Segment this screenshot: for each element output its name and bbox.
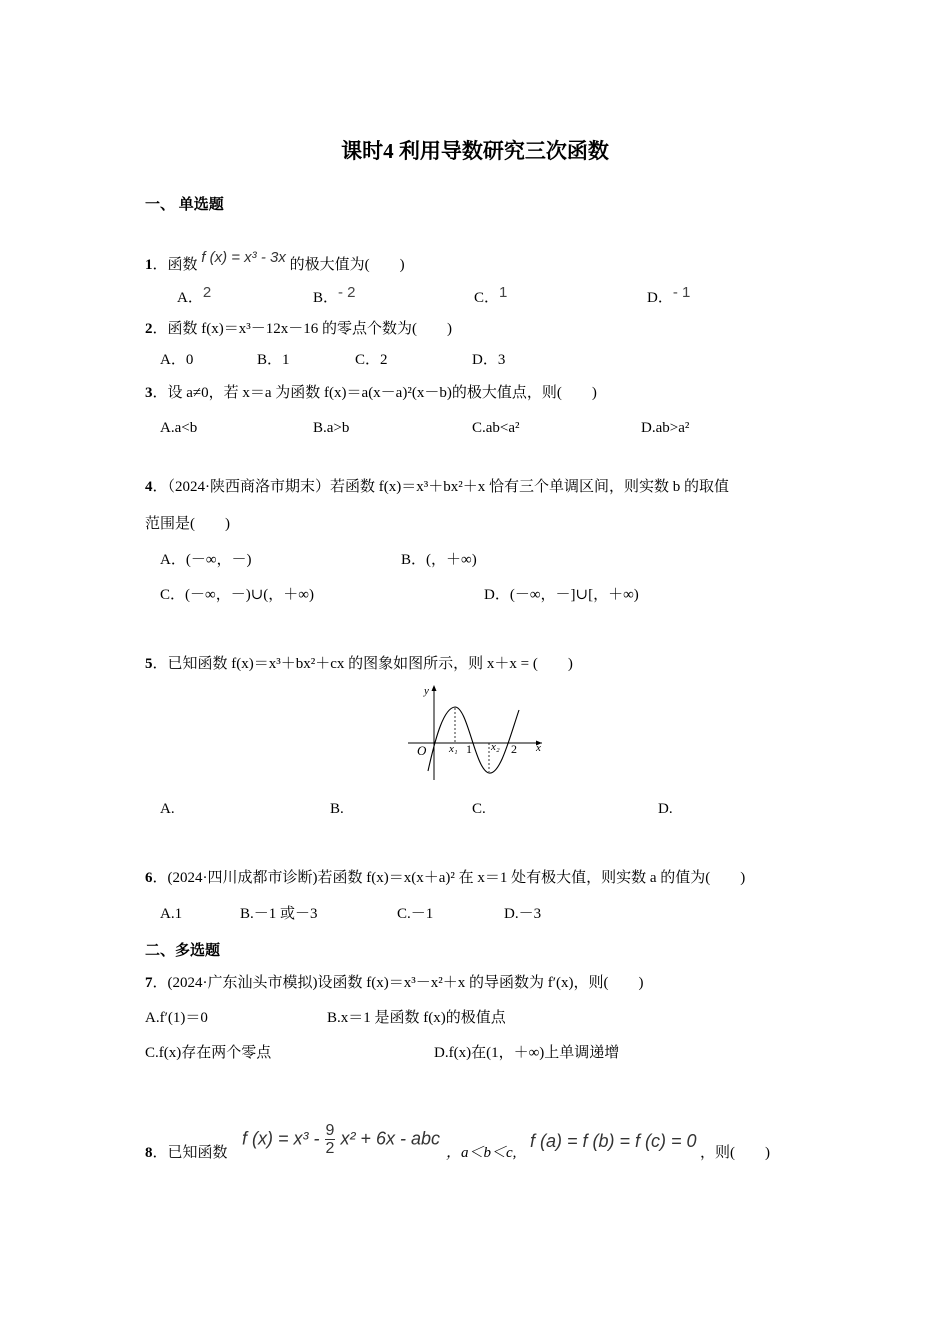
option-d[interactable]: D.－3 bbox=[504, 906, 542, 922]
option-d[interactable]: D．3 bbox=[472, 352, 506, 368]
formula-part: x² + 6x - abc bbox=[340, 1128, 440, 1149]
question-3 bbox=[145, 383, 597, 403]
option-c[interactable]: C. bbox=[472, 801, 486, 817]
question-text: ．函数 bbox=[152, 257, 198, 273]
question-text: ．(2024·四川成都市诊断)若函数 f(x)＝x(x＋a)² 在 x＝1 处有极大值，则实数 a 的值为( ) bbox=[152, 870, 746, 886]
question-6 bbox=[145, 868, 745, 888]
option-d[interactable]: D.f(x)在(1，＋∞)上单调递增 bbox=[434, 1045, 620, 1061]
option-label: D． bbox=[647, 290, 673, 306]
option-b[interactable]: B. bbox=[330, 801, 344, 817]
option-b[interactable]: B.a>b bbox=[313, 420, 350, 436]
question-text: ．已知函数 bbox=[152, 1145, 228, 1161]
option-value: 1 bbox=[499, 284, 508, 301]
question-text: 的极大值为( ) bbox=[289, 257, 405, 273]
option-value: - 2 bbox=[338, 284, 356, 301]
formula-roots: f (a) = f (b) = f (c) = 0 bbox=[530, 1131, 697, 1151]
x2-label: x₂ bbox=[491, 741, 500, 753]
option-a[interactable]: A．0 bbox=[160, 352, 194, 368]
formula-f-x: f (x) = x³ - 3x bbox=[201, 249, 286, 266]
x-axis-label: x bbox=[536, 742, 541, 754]
y-axis-arrow-icon bbox=[432, 685, 437, 691]
option-b[interactable]: B.－1 或－3 bbox=[240, 906, 318, 922]
option-c[interactable]: C.f(x)存在两个零点 bbox=[145, 1045, 272, 1061]
option-d[interactable]: D.ab>a² bbox=[641, 420, 690, 436]
question-number: 4 bbox=[145, 479, 153, 495]
option-c[interactable] bbox=[474, 284, 508, 308]
question-number: 1 bbox=[145, 257, 153, 273]
tick-label-1: 1 bbox=[466, 742, 472, 756]
option-d[interactable] bbox=[647, 284, 691, 308]
question-text: ．函数 f(x)＝x³－12x－16 的零点个数为( ) bbox=[152, 321, 452, 337]
page-title: 课时4 利用导数研究三次函数 bbox=[341, 139, 609, 163]
option-b[interactable]: B．(，＋∞) bbox=[401, 552, 477, 568]
question-5 bbox=[145, 654, 573, 674]
question-number: 6 bbox=[145, 870, 153, 886]
question-number: 5 bbox=[145, 656, 153, 672]
question-8 bbox=[145, 1143, 228, 1163]
question-8-end: ，则( ) bbox=[700, 1145, 770, 1161]
question-text: ．已知函数 f(x)＝x³＋bx²＋cx 的图象如图所示，则 x＋x = ( ) bbox=[152, 656, 573, 672]
question-4 bbox=[145, 477, 729, 497]
option-a[interactable] bbox=[177, 284, 212, 308]
question-number: 7 bbox=[145, 975, 153, 991]
question-number: 2 bbox=[145, 321, 153, 337]
option-b[interactable]: B．1 bbox=[257, 352, 290, 368]
question-text: ，a＜b＜c, bbox=[446, 1145, 517, 1161]
question-1 bbox=[145, 249, 405, 275]
option-a[interactable]: A．(－∞，－) bbox=[160, 552, 252, 568]
option-c[interactable]: C．2 bbox=[355, 352, 388, 368]
question-text: ．设 a≠0，若 x＝a 为函数 f(x)＝a(x－a)²(x－b)的极大值点，则( ) bbox=[152, 385, 597, 401]
option-b[interactable] bbox=[313, 284, 356, 308]
option-a[interactable]: A.a<b bbox=[160, 420, 198, 436]
section-multi-choice: 二、多选题 bbox=[145, 943, 221, 959]
fraction-numerator: 9 bbox=[325, 1122, 335, 1139]
option-a[interactable]: A.f′(1)＝0 bbox=[145, 1010, 208, 1026]
option-a[interactable]: A. bbox=[160, 801, 175, 817]
cubic-curve bbox=[428, 707, 519, 773]
fraction-denominator: 2 bbox=[325, 1140, 335, 1157]
question-number: 3 bbox=[145, 385, 153, 401]
option-d[interactable]: D．(－∞，－]∪[，＋∞) bbox=[484, 587, 639, 603]
origin-label: O bbox=[417, 743, 427, 758]
y-axis-label: y bbox=[424, 685, 429, 697]
section-single-choice: 一、 单选题 bbox=[145, 197, 224, 213]
option-value: - 1 bbox=[672, 284, 691, 301]
option-c[interactable]: C.ab<a² bbox=[472, 420, 520, 436]
option-label: A． bbox=[177, 290, 203, 306]
option-c[interactable]: C.－1 bbox=[397, 906, 434, 922]
option-a[interactable]: A.1 bbox=[160, 906, 183, 922]
tick-label-2: 2 bbox=[511, 742, 517, 756]
question-text: ．（2024·陕西商洛市期末）若函数 f(x)＝x³＋bx²＋x 恰有三个单调区间，则实数 b 的取值 bbox=[152, 479, 729, 495]
function-graph bbox=[400, 680, 550, 785]
option-b[interactable]: B.x＝1 是函数 f(x)的极值点 bbox=[327, 1010, 506, 1026]
question-2 bbox=[145, 319, 452, 339]
question-4-cont: 范围是( ) bbox=[145, 516, 230, 532]
option-value: 2 bbox=[202, 284, 212, 301]
formula-f-x-cubic bbox=[242, 1122, 440, 1157]
question-text: ．(2024·广东汕头市模拟)设函数 f(x)＝x³－x²＋x 的导函数为 f′(x)，则( ) bbox=[152, 975, 644, 991]
option-c[interactable]: C．(－∞，－)∪(，＋∞) bbox=[160, 587, 314, 603]
option-label: B． bbox=[313, 290, 339, 306]
question-number: 8 bbox=[145, 1145, 153, 1161]
condition-text bbox=[446, 1143, 516, 1163]
option-d[interactable]: D. bbox=[658, 801, 673, 817]
x1-label: x₁ bbox=[449, 743, 458, 755]
formula-part: f (x) = x³ - bbox=[242, 1128, 320, 1149]
question-7 bbox=[145, 973, 643, 993]
option-label: C． bbox=[474, 290, 500, 306]
fraction bbox=[325, 1122, 336, 1157]
